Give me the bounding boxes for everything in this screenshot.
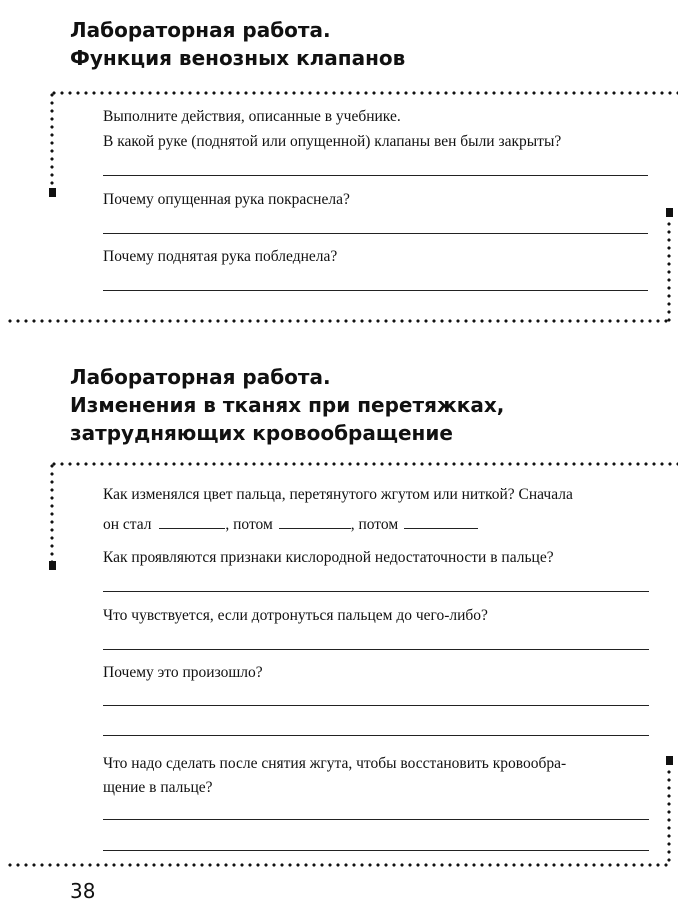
lab1-frame-bottom: [6, 319, 672, 323]
lab2-title-line2: Изменения в тканях при перетяжках,: [70, 393, 505, 417]
lab2-frame-bottom: [6, 863, 672, 867]
lab2-question-1-line2: [103, 512, 478, 538]
lab1-frame-left: [50, 91, 54, 189]
lab1-title: [70, 16, 405, 72]
lab1-question-2: Почему опущенная рука покраснела?: [103, 191, 350, 208]
lab2-title-line3: затрудняющих кровообращение: [70, 421, 453, 445]
lab2-q1-part2: , потом: [225, 516, 273, 533]
lab1-frame-top: [50, 91, 678, 95]
lab2-answer-line-5[interactable]: [103, 819, 649, 820]
page-number: 38: [70, 879, 96, 903]
lab2-q1-part3: , потом: [350, 516, 399, 533]
lab2-question-4: Почему это произошло?: [103, 664, 263, 681]
lab2-title-line1: Лабораторная работа.: [70, 365, 331, 389]
lab2-blank-2[interactable]: [279, 514, 351, 529]
lab1-answer-line-1[interactable]: [103, 175, 648, 176]
lab1-question-1: В какой руке (поднятой или опущенной) клапаны вен были закрыты?: [103, 133, 562, 150]
lab2-frame-top: [50, 462, 678, 466]
lab1-title-line1: Лабораторная работа.: [70, 18, 331, 42]
lab2-answer-line-2[interactable]: [103, 649, 649, 650]
lab2-answer-line-6[interactable]: [103, 850, 649, 851]
lab2-answer-line-3[interactable]: [103, 705, 649, 706]
lab2-frame-right: [667, 768, 671, 866]
lab2-frame-left: [50, 462, 54, 562]
lab1-frame-right-marker: [666, 208, 673, 217]
lab2-answer-line-1[interactable]: [103, 591, 649, 592]
lab1-intro: Выполните действия, описанные в учебнике.: [103, 108, 401, 125]
lab2-question-5-line2: щение в пальце?: [103, 779, 213, 796]
lab2-frame-right-marker: [666, 756, 673, 765]
lab1-answer-line-3[interactable]: [103, 290, 648, 291]
lab2-blank-1[interactable]: [159, 514, 225, 529]
lab2-question-3: Что чувствуется, если дотронуться пальцем до чего-либо?: [103, 607, 488, 624]
lab1-frame-left-marker: [49, 188, 56, 197]
lab2-question-2: Как проявляются признаки кислородной недостаточности в пальце?: [103, 549, 554, 566]
lab2-question-1-line1: Как изменялся цвет пальца, перетянутого жгутом или ниткой? Сначала: [103, 486, 573, 503]
lab2-blank-3[interactable]: [404, 514, 478, 529]
lab1-frame-right: [667, 220, 671, 324]
lab2-question-5-line1: Что надо сделать после снятия жгута, чтобы восстановить кровообра-: [103, 755, 567, 772]
lab2-frame-left-marker: [49, 561, 56, 570]
lab1-answer-line-2[interactable]: [103, 233, 648, 234]
lab1-title-line2: Функция венозных клапанов: [70, 46, 406, 70]
lab2-q1-part1: он стал: [103, 516, 152, 533]
lab1-question-3: Почему поднятая рука побледнела?: [103, 248, 338, 265]
lab2-answer-line-4[interactable]: [103, 735, 649, 736]
lab2-title: [70, 363, 504, 447]
